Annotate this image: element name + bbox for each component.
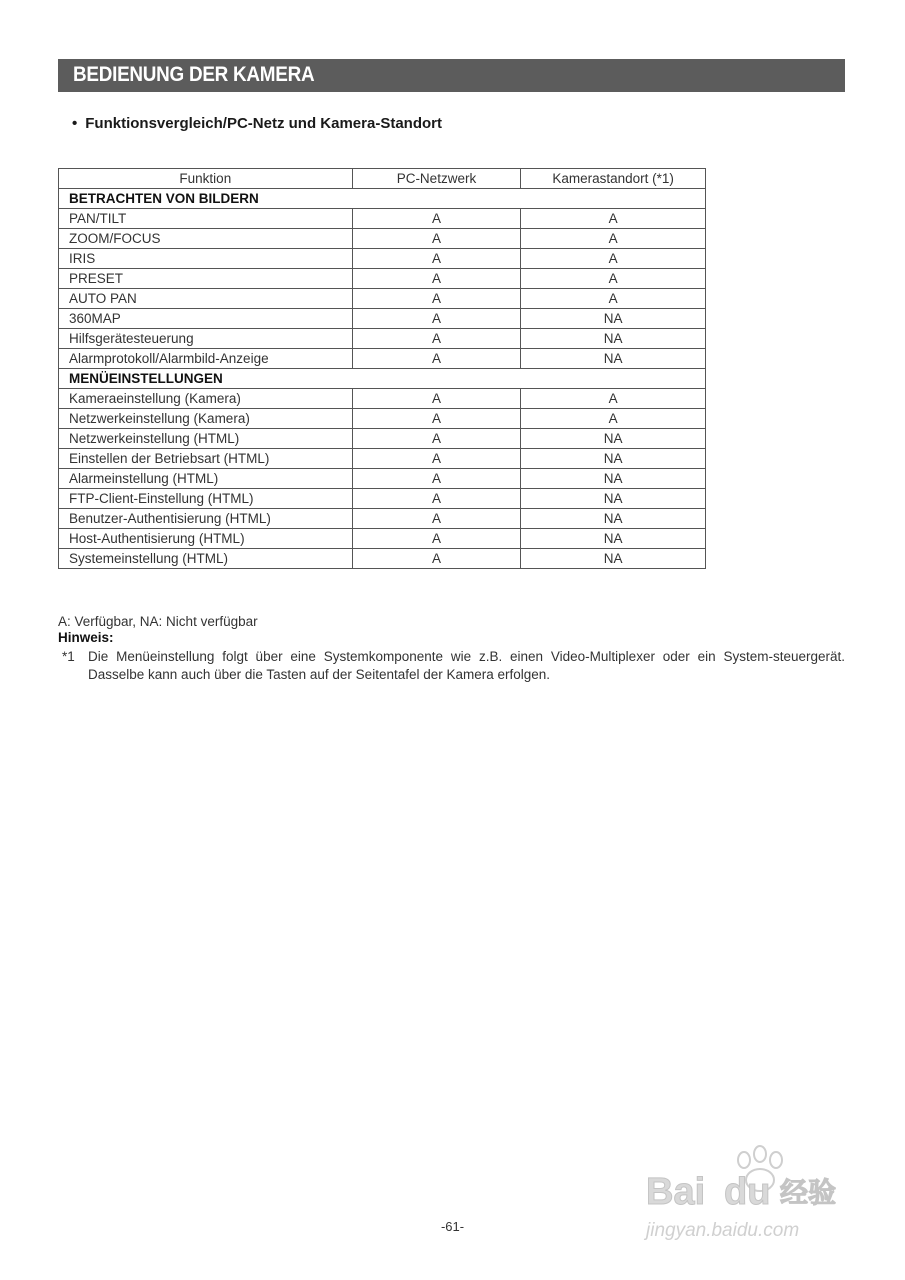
function-name-cell: IRIS: [59, 249, 353, 269]
pc-network-cell: A: [352, 289, 521, 309]
header-funktion: Funktion: [59, 169, 353, 189]
function-name-cell: PRESET: [59, 269, 353, 289]
pc-network-cell: A: [352, 509, 521, 529]
function-name-cell: AUTO PAN: [59, 289, 353, 309]
table-row: [59, 389, 706, 409]
table-row: [59, 209, 706, 229]
header-kamerastandort: Kamerastandort (*1): [521, 169, 706, 189]
pc-network-cell: A: [352, 229, 521, 249]
camera-site-cell: A: [521, 229, 706, 249]
pc-network-cell: A: [352, 309, 521, 329]
table-row: [59, 469, 706, 489]
camera-site-cell: A: [521, 209, 706, 229]
svg-text:du: du: [724, 1171, 771, 1213]
svg-text:jingyan.baidu.com: jingyan.baidu.com: [646, 1220, 800, 1241]
function-name-cell: Einstellen der Betriebsart (HTML): [59, 449, 353, 469]
pc-network-cell: A: [352, 329, 521, 349]
pc-network-cell: A: [352, 469, 521, 489]
function-name-cell: PAN/TILT: [59, 209, 353, 229]
pc-network-cell: A: [352, 529, 521, 549]
table-row: [59, 289, 706, 309]
table-row: [59, 249, 706, 269]
page-number: -61-: [440, 1219, 465, 1234]
pc-network-cell: A: [352, 549, 521, 569]
camera-site-cell: A: [521, 249, 706, 269]
camera-site-cell: A: [521, 389, 706, 409]
function-name-cell: Alarmprotokoll/Alarmbild-Anzeige: [59, 349, 353, 369]
camera-site-cell: A: [521, 269, 706, 289]
pc-network-cell: A: [352, 449, 521, 469]
pc-network-cell: A: [352, 249, 521, 269]
function-name-cell: ZOOM/FOCUS: [59, 229, 353, 249]
table-row: [59, 309, 706, 329]
function-name-cell: FTP-Client-Einstellung (HTML): [59, 489, 353, 509]
baidu-jingyan-watermark: [640, 1140, 860, 1250]
pc-network-cell: A: [352, 389, 521, 409]
pc-network-cell: A: [352, 489, 521, 509]
function-name-cell: Netzwerkeinstellung (HTML): [59, 429, 353, 449]
table-row: [59, 269, 706, 289]
function-name-cell: Netzwerkeinstellung (Kamera): [59, 409, 353, 429]
bullet: •: [72, 115, 78, 132]
table-row: [59, 449, 706, 469]
section-title: BETRACHTEN VON BILDERN: [59, 189, 706, 209]
table-row: [59, 349, 706, 369]
function-name-cell: 360MAP: [59, 309, 353, 329]
camera-site-cell: A: [521, 289, 706, 309]
section-header-bar: [58, 59, 845, 92]
table-row: [59, 529, 706, 549]
footnote-text: Die Menüeinstellung folgt über eine Systemkomponente wie z.B. einen Video-Multiplexer oder ein System-steuergerät. Dasselbe kann auch über die Tasten auf der Seitentafel der Kamera erfolgen.: [88, 649, 845, 682]
function-name-cell: Hilfsgerätesteuerung: [59, 329, 353, 349]
function-name-cell: Benutzer-Authentisierung (HTML): [59, 509, 353, 529]
table-row: [59, 229, 706, 249]
function-name-cell: Systemeinstellung (HTML): [59, 549, 353, 569]
function-name-cell: Host-Authentisierung (HTML): [59, 529, 353, 549]
note-title: Hinweis:: [58, 630, 114, 645]
table-row: [59, 489, 706, 509]
svg-text:Bai: Bai: [646, 1171, 706, 1213]
camera-site-cell: NA: [521, 349, 706, 369]
table-row: [59, 509, 706, 529]
table-header-row: [59, 169, 706, 189]
subheading-text: Funktionsvergleich/PC-Netz und Kamera-Standort: [85, 115, 442, 132]
camera-site-cell: A: [521, 409, 706, 429]
table-row: [59, 409, 706, 429]
function-name-cell: Kameraeinstellung (Kamera): [59, 389, 353, 409]
section-title: MENÜEINSTELLUNGEN: [59, 369, 706, 389]
camera-site-cell: NA: [521, 489, 706, 509]
pc-network-cell: A: [352, 349, 521, 369]
table-body: [59, 189, 706, 569]
legend: A: Verfügbar, NA: Nicht verfügbar: [58, 614, 258, 629]
camera-site-cell: NA: [521, 529, 706, 549]
camera-site-cell: NA: [521, 329, 706, 349]
pc-network-cell: A: [352, 269, 521, 289]
function-name-cell: Alarmeinstellung (HTML): [59, 469, 353, 489]
camera-site-cell: NA: [521, 429, 706, 449]
section-row: [59, 189, 706, 209]
svg-text:经验: 经验: [780, 1176, 837, 1209]
table-row: [59, 329, 706, 349]
table-row: [59, 549, 706, 569]
function-comparison-table: [58, 168, 706, 569]
pc-network-cell: A: [352, 429, 521, 449]
footnote: [62, 648, 845, 684]
camera-site-cell: NA: [521, 309, 706, 329]
page-title: BEDIENUNG DER KAMERA: [73, 63, 315, 86]
camera-site-cell: NA: [521, 449, 706, 469]
section-row: [59, 369, 706, 389]
camera-site-cell: NA: [521, 469, 706, 489]
table-row: [59, 429, 706, 449]
subheading: [72, 115, 442, 132]
pc-network-cell: A: [352, 409, 521, 429]
camera-site-cell: NA: [521, 509, 706, 529]
header-pc-netzwerk: PC-Netzwerk: [352, 169, 521, 189]
pc-network-cell: A: [352, 209, 521, 229]
footnote-mark: *1: [62, 649, 75, 664]
camera-site-cell: NA: [521, 549, 706, 569]
